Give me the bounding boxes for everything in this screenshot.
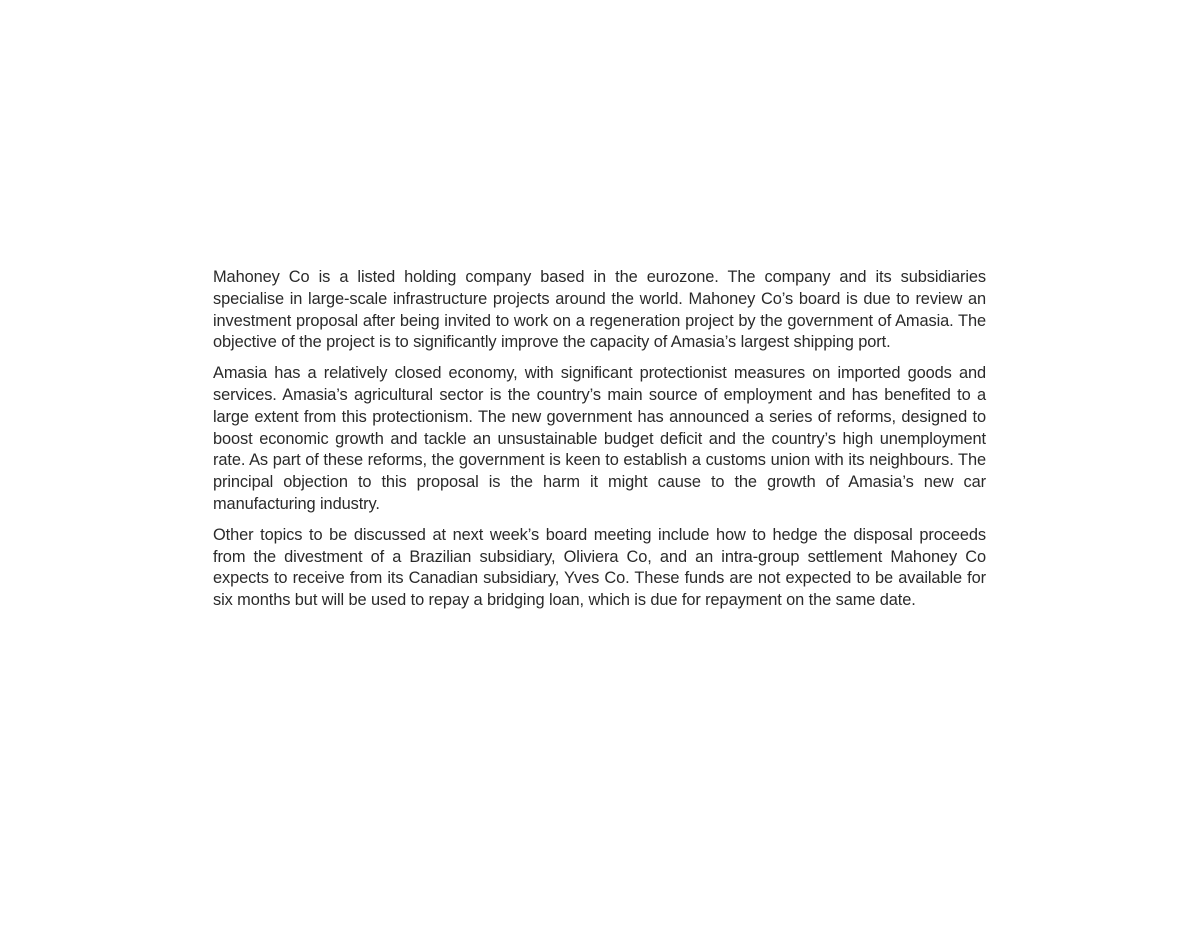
document-body <box>213 267 986 621</box>
paragraph-2: Amasia has a relatively closed economy, with significant protectionist measures on imported goods and services. Amasia’s agricultural sector is the country’s main source of employment and has benefited to a large extent from this protectionism. The new government has announced a series of reforms, designed to boost economic growth and tackle an unsustainable budget deficit and the country’s high unemployment rate. As part of these reforms, the government is keen to establish a customs union with its neighbours. The principal objection to this proposal is the harm it might cause to the growth of Amasia’s new car manufacturing industry. <box>213 364 986 513</box>
paragraph-1: Mahoney Co is a listed holding company based in the eurozone. The company and its subsidiaries specialise in large-scale infrastructure projects around the world. Mahoney Co’s board is due to review an investment proposal after being invited to work on a regeneration project by the government of Amasia. The objective of the project is to significantly improve the capacity of Amasia’s largest shipping port. <box>213 268 986 352</box>
paragraph-3: Other topics to be discussed at next week’s board meeting include how to hedge the disposal proceeds from the divestment of a Brazilian subsidiary, Oliviera Co, and an intra-group settlement Mahoney Co expects to receive from its Canadian subsidiary, Yves Co. These funds are not expected to be available for six months but will be used to repay a bridging loan, which is due for repayment on the same date. <box>213 525 986 610</box>
